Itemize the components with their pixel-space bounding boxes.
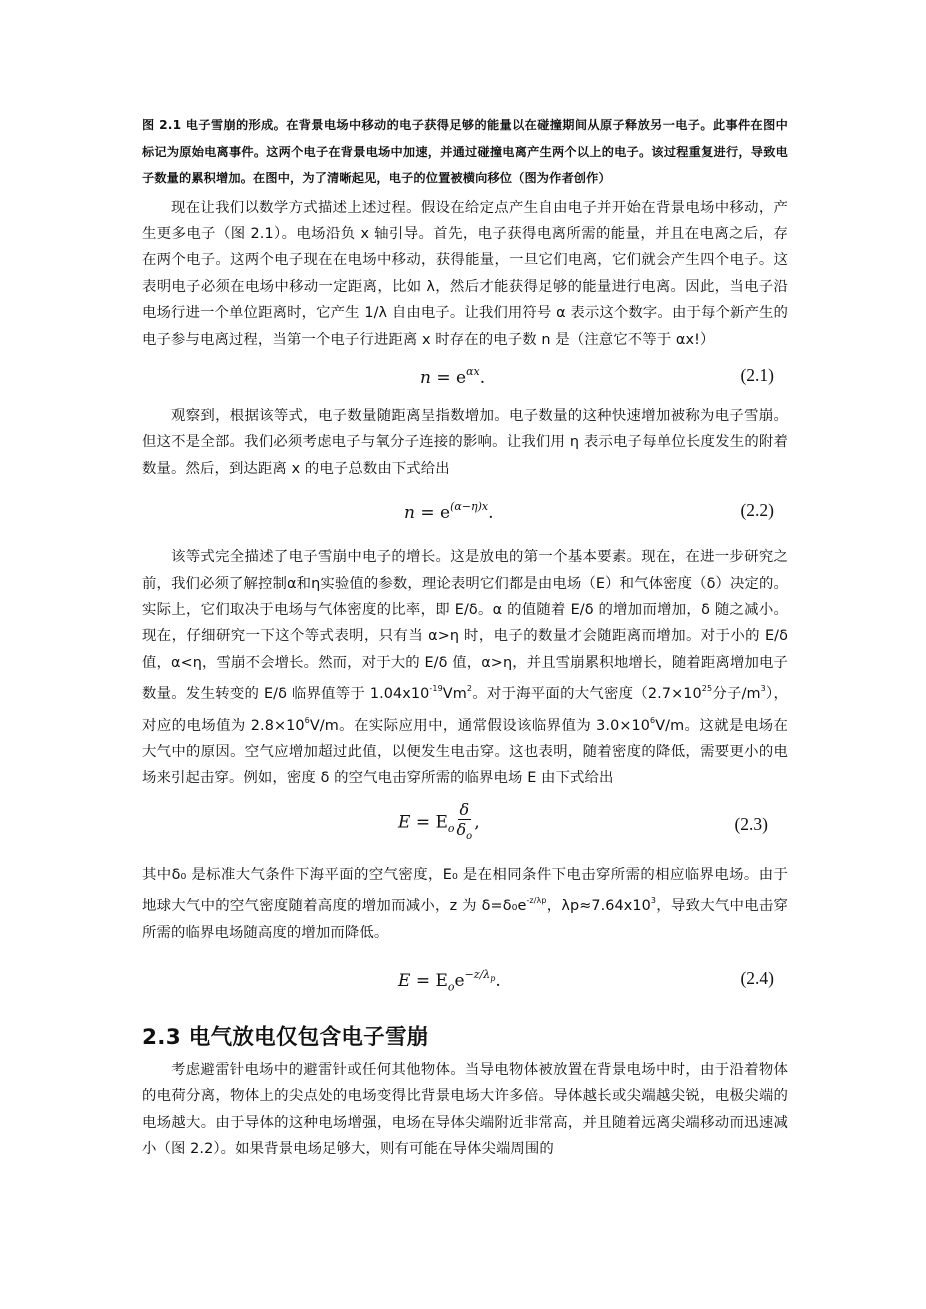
equation-2-1 bbox=[142, 353, 788, 403]
para3-text-f: V/m。在实际应用中，通常假设该临界值为 3.0×10 bbox=[309, 717, 651, 734]
eq-lhs: n bbox=[420, 367, 431, 388]
equation-number: (2.4) bbox=[740, 968, 774, 989]
document-page bbox=[142, 112, 788, 1163]
paragraph-5: 考虑避雷针电场中的避雷针或任何其他物体。当导电物体被放置在背景电场中时，由于沿着物体的电荷分离，物体上的尖点处的电场变得比背景电场大许多倍。导体越长或尖端越尖锐，电极尖端的电场越大。由于导体的这种电场增强，电场在导体尖端附近非常高，并且随着远离尖端移动而迅速减小（图 2.2）。如果背景电场足够大，则有可能在导体尖端周围的 bbox=[142, 1062, 788, 1158]
paragraph-2: 观察到，根据该等式，电子数量随距离呈指数增加。电子数量的这种快速增加被称为电子雪崩。但这不是全部。我们必须考虑电子与氧分子连接的影响。让我们用 η 表示电子每单位长度发生的附着数量。然后，到达距离 x 的电子总数由下式给出 bbox=[142, 407, 788, 477]
eq-base: = e bbox=[420, 503, 451, 524]
section-heading: 2.3 电气放电仅包含电子雪崩 bbox=[142, 1025, 429, 1051]
eq-tail: . bbox=[495, 971, 501, 992]
para3-sup: -19 bbox=[429, 684, 443, 694]
eq-lhs: E bbox=[398, 971, 411, 992]
eq-exp-sub: p bbox=[490, 974, 496, 984]
equation-number: (2.1) bbox=[740, 364, 774, 385]
para4-text-a: 其中δ₀ 是标准大气条件下海平面的空气密度，E₀ 是在相同条件下电击穿所需的相应临界电场。由于地球大气中的空气密度随着高度的增加而减小，z 为 δ=δ₀e bbox=[142, 866, 788, 915]
para3-sup: 6 bbox=[650, 715, 656, 725]
para3-text-d: 分子/m bbox=[712, 686, 761, 703]
equation-body bbox=[398, 968, 501, 993]
figure-caption: 图 2.1 电子雪崩的形成。在背景电场中移动的电子获得足够的能量以在碰撞期间从原子释放另一电子。此事件在图中标记为原始电离事件。这两个电子在背景电场中加速，并通过碰撞电离产生两个以上的电子。该过程重复进行，导致电子数量的累积增加。在图中，为了清晰起见，电子的位置被横向移位（图为作者创作） bbox=[142, 118, 788, 185]
equation-number: (2.2) bbox=[740, 500, 774, 521]
eq-sub: o bbox=[447, 980, 455, 994]
eq-numerator: δ bbox=[459, 799, 470, 819]
equation-2-3 bbox=[142, 792, 788, 862]
para3-text-c: 。对于海平面的大气密度（2.7×10 bbox=[472, 686, 702, 703]
eq-lhs: E bbox=[398, 812, 411, 833]
para3-sup: 6 bbox=[304, 715, 310, 725]
para3-text-a: 该等式完全描述了电子雪崩中电子的增长。这是放电的第一个基本要素。现在，在进一步研究之前，我们必须了解控制α和η实验值的参数，理论表明它们都是由电场（E）和气体密度（δ）决定的。实际上，它们取决于电场与气体密度的比率，即 E/δ。α 的值随着 E/δ 的增加而增加，δ 随之减小。现在，仔细研究一下这个等式表明，只有当 α>η 时，电子的数量才会随距离而增加。对于小的 E/δ 值，α<η，雪崩不会增长。然而，对于大的 E/δ 值，α>η，并且雪崩累积地增长，随着距离增加电子数量。发生转变的 E/δ 临界值等于 1.04x10 bbox=[142, 549, 788, 703]
equation-body bbox=[420, 365, 485, 388]
equation-body bbox=[404, 500, 494, 523]
para4-sup: 3 bbox=[650, 896, 657, 906]
eq-mid: = E bbox=[415, 812, 448, 833]
para3-text-e: ），对应的电场值为 2.8×10 bbox=[142, 686, 788, 734]
para4-text-b: ，λp≈7.64x10 bbox=[546, 898, 651, 915]
eq-exponent: −z/λ bbox=[464, 968, 491, 982]
equation-body bbox=[398, 800, 480, 846]
para3-sup: 3 bbox=[760, 684, 766, 694]
eq-den-sub: o bbox=[466, 831, 473, 842]
eq-mid: = E bbox=[415, 971, 448, 992]
para4-text-c: ，导致大气中电击穿所需的临界电场随高度的增加而降低。 bbox=[142, 898, 788, 941]
eq-sub: o bbox=[447, 821, 455, 835]
eq-lhs: n bbox=[404, 503, 415, 524]
equation-number: (2.3) bbox=[734, 813, 768, 834]
eq-base: = e bbox=[436, 367, 467, 388]
para3-text-g: V/m。这就是电场在大气中的原因。空气应增加超过此值，以便发生电击穿。这也表明，随着密度的降低，需要更小的电场来引起击穿。例如，密度 δ 的空气电击穿所需的临界电场 E 由下式给出 bbox=[142, 717, 788, 787]
paragraph-3 bbox=[142, 544, 788, 792]
eq-denominator: δ bbox=[456, 819, 467, 839]
eq-tail: , bbox=[474, 812, 480, 833]
equation-2-4 bbox=[142, 946, 788, 1008]
eq-fraction bbox=[457, 800, 473, 846]
para3-sup: 2 bbox=[466, 684, 473, 694]
eq-tail: . bbox=[479, 367, 486, 388]
paragraph-4 bbox=[142, 862, 788, 946]
paragraph-1: 现在让我们以数学方式描述上述过程。假设在给定点产生自由电子并开始在背景电场中移动，产生更多电子（图 2.1）。电场沿负 x 轴引导。首先，电子获得电离所需的能量，并且在电离之后，存在两个电子。这两个电子现在在电场中移动，获得能量，一旦它们电离，它们就会产生四个电子。这表明电子必须在电场中移动一定距离，比如 λ，然后才能获得足够的能量进行电离。因此，当电子沿电场行进一个单位距离时，它产生 1/λ 自由电子。让我们用符号 α 表示这个数字。由于每个新产生的电子参与电离过程，当第一个电子行进距离 x 时存在的电子数 n 是（注意它不等于 αx!） bbox=[142, 199, 788, 348]
eq-exponent: αx bbox=[466, 364, 480, 378]
eq-tail: . bbox=[488, 503, 494, 524]
eq-exponent: (α−η)x bbox=[450, 500, 489, 514]
para4-sup: -z/λp bbox=[526, 896, 547, 906]
equation-2-2 bbox=[142, 488, 788, 538]
para3-sup: 25 bbox=[701, 684, 713, 694]
para3-text-b: Vm bbox=[442, 686, 467, 703]
eq-base: e bbox=[454, 971, 465, 992]
